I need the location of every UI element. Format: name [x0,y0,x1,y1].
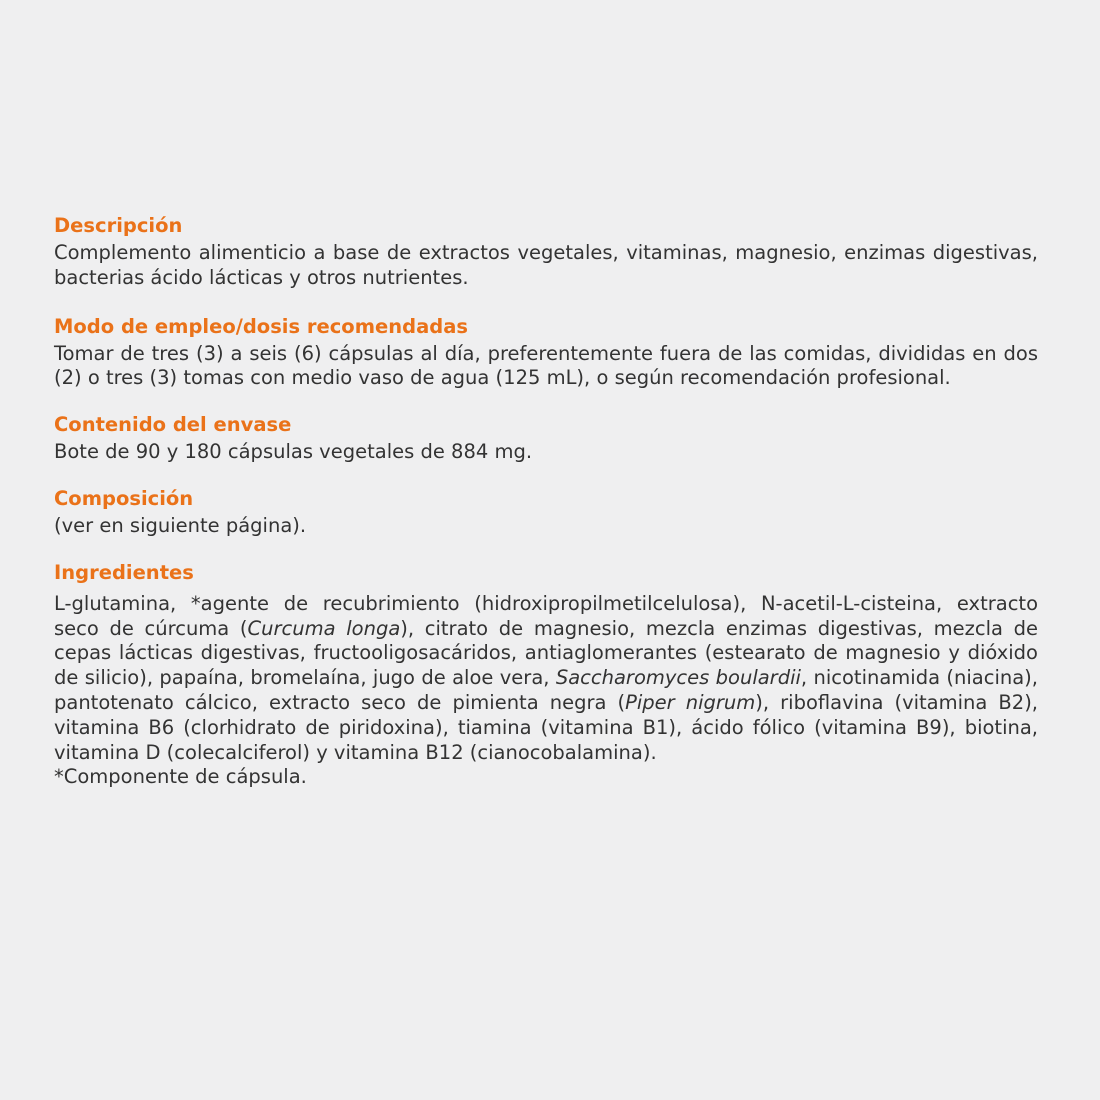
capsule-footnote: *Componente de cápsula. [54,765,307,789]
section-text: Bote de 90 y 180 cápsulas vegetales de 884 mg. [54,440,533,464]
species-name: Piper nigrum [625,690,756,714]
section-heading: Modo de empleo/dosis recomendadas [54,314,468,338]
section-contenido-envase [54,411,1038,465]
section-descripcion [54,212,1038,291]
species-name: Curcuma longa [247,616,401,640]
section-heading: Descripción [54,214,183,237]
product-info-document [54,212,1038,790]
section-composicion [54,485,1038,539]
ingredients-list [54,592,1038,766]
section-heading: Contenido del envase [54,413,292,437]
section-text: (ver en siguiente página). [54,513,307,537]
section-text: Complemento alimenticio a base de extractos vegetales, vitaminas, magnesio, enzimas digestivas, bacterias ácido lácticas y otros nutrientes. [54,241,1038,289]
section-heading: Ingredientes [54,560,194,584]
section-text: Tomar de tres (3) a seis (6) cápsulas al día, preferentemente fuera de las comidas, divididas en dos (2) o tres (3) tomas con medio vaso de agua (125 mL), o según recomendación profesional. [54,341,1038,390]
ingredients-text: L-glutamina, *agente de recubrimiento (hidroxipropilmetilcelulosa), N-acetil-L-cisteina, extracto seco de cúrcuma ( [54,591,1038,640]
section-heading: Composición [54,486,194,510]
ingredients-text: ), riboflavina (vitamina B2), vitamina B6 (clorhidrato de piridoxina), tiamina (vitamina B1), ácido fólico (vitamina B9), biotina, vitamina D (colecalciferol) y vitamina B12 (cianocobalamina). [54,690,1039,764]
section-ingredientes [54,559,1038,790]
ingredients-text: ), citrato de magnesio, mezcla enzimas digestivas, mezcla de cepas lácticas digestivas, fructooligosacáridos, antiaglomerantes (estearato de magnesio y dióxido de silicio), papaína, bromelaína, jugo de aloe vera, [54,616,1038,690]
section-modo-empleo [54,313,1038,392]
ingredients-text: , nicotinamida (niacina), pantotenato cálcico, extracto seco de pimienta negra ( [54,666,1038,714]
species-name: Saccharomyces boulardii [555,666,801,690]
